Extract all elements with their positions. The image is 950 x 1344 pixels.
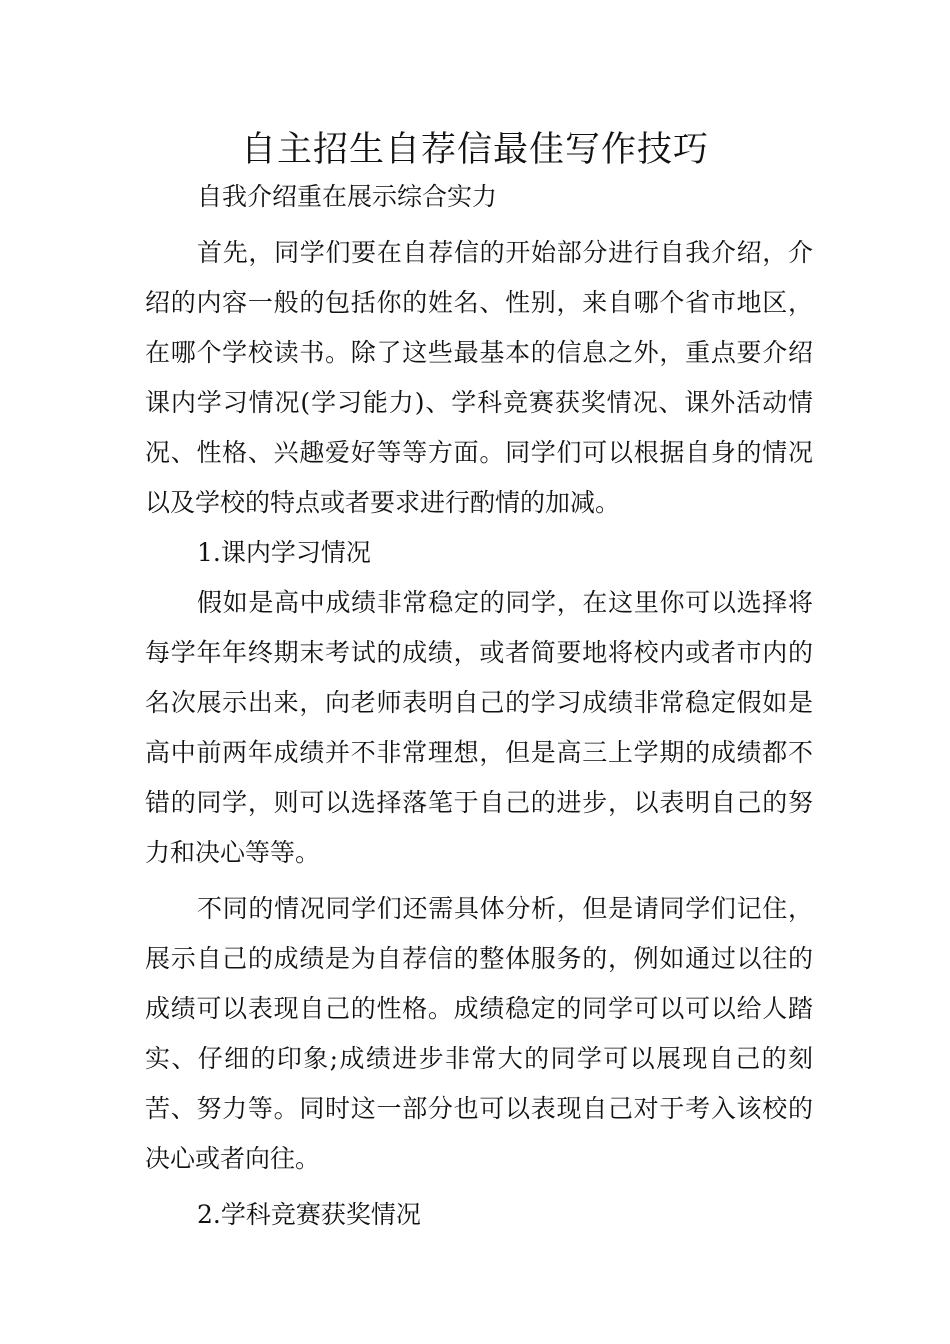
section-heading: 自我介绍重在展示综合实力 (197, 182, 498, 211)
paragraph-analysis: 不同的情况同学们还需具体分析，但是请同学们记住，展示自己的成绩是为自荐信的整体服务的，例如通过以往的成绩可以表现自己的性格。成绩稳定的同学可以可以给人踏实、仔细的印象;成绩进步非常大的同学可以展现自己的刻苦、努力等。同时这一部分也可以表现自己对于考入该校的决心或者向往。 (145, 894, 813, 1173)
subheading-competition-awards: 2.学科竞赛获奖情况 (197, 1200, 421, 1229)
subheading-in-class-study: 1.课内学习情况 (197, 538, 371, 567)
paragraph-grades: 假如是高中成绩非常稳定的同学，在这里你可以选择将每学年年终期末考试的成绩，或者简要地将校内或者市内的名次展示出来，向老师表明自己的学习成绩非常稳定假如是高中前两年成绩并不非常理想，但是高三上学期的成绩都不错的同学，则可以选择落笔于自己的进步，以表明自己的努力和决心等等。 (145, 588, 813, 867)
document-body (145, 172, 813, 1240)
document-title: 自主招生自荐信最佳写作技巧 (240, 130, 709, 170)
paragraph-intro: 首先，同学们要在自荐信的开始部分进行自我介绍，介绍的内容一般的包括你的姓名、性别，来自哪个省市地区，在哪个学校读书。除了这些最基本的信息之外，重点要介绍课内学习情况(学习能力)、学科竞赛获奖情况、课外活动情况、性格、兴趣爱好等等方面。同学们可以根据自身的情况以及学校的特点或者要求进行酌情的加减。 (145, 238, 813, 517)
